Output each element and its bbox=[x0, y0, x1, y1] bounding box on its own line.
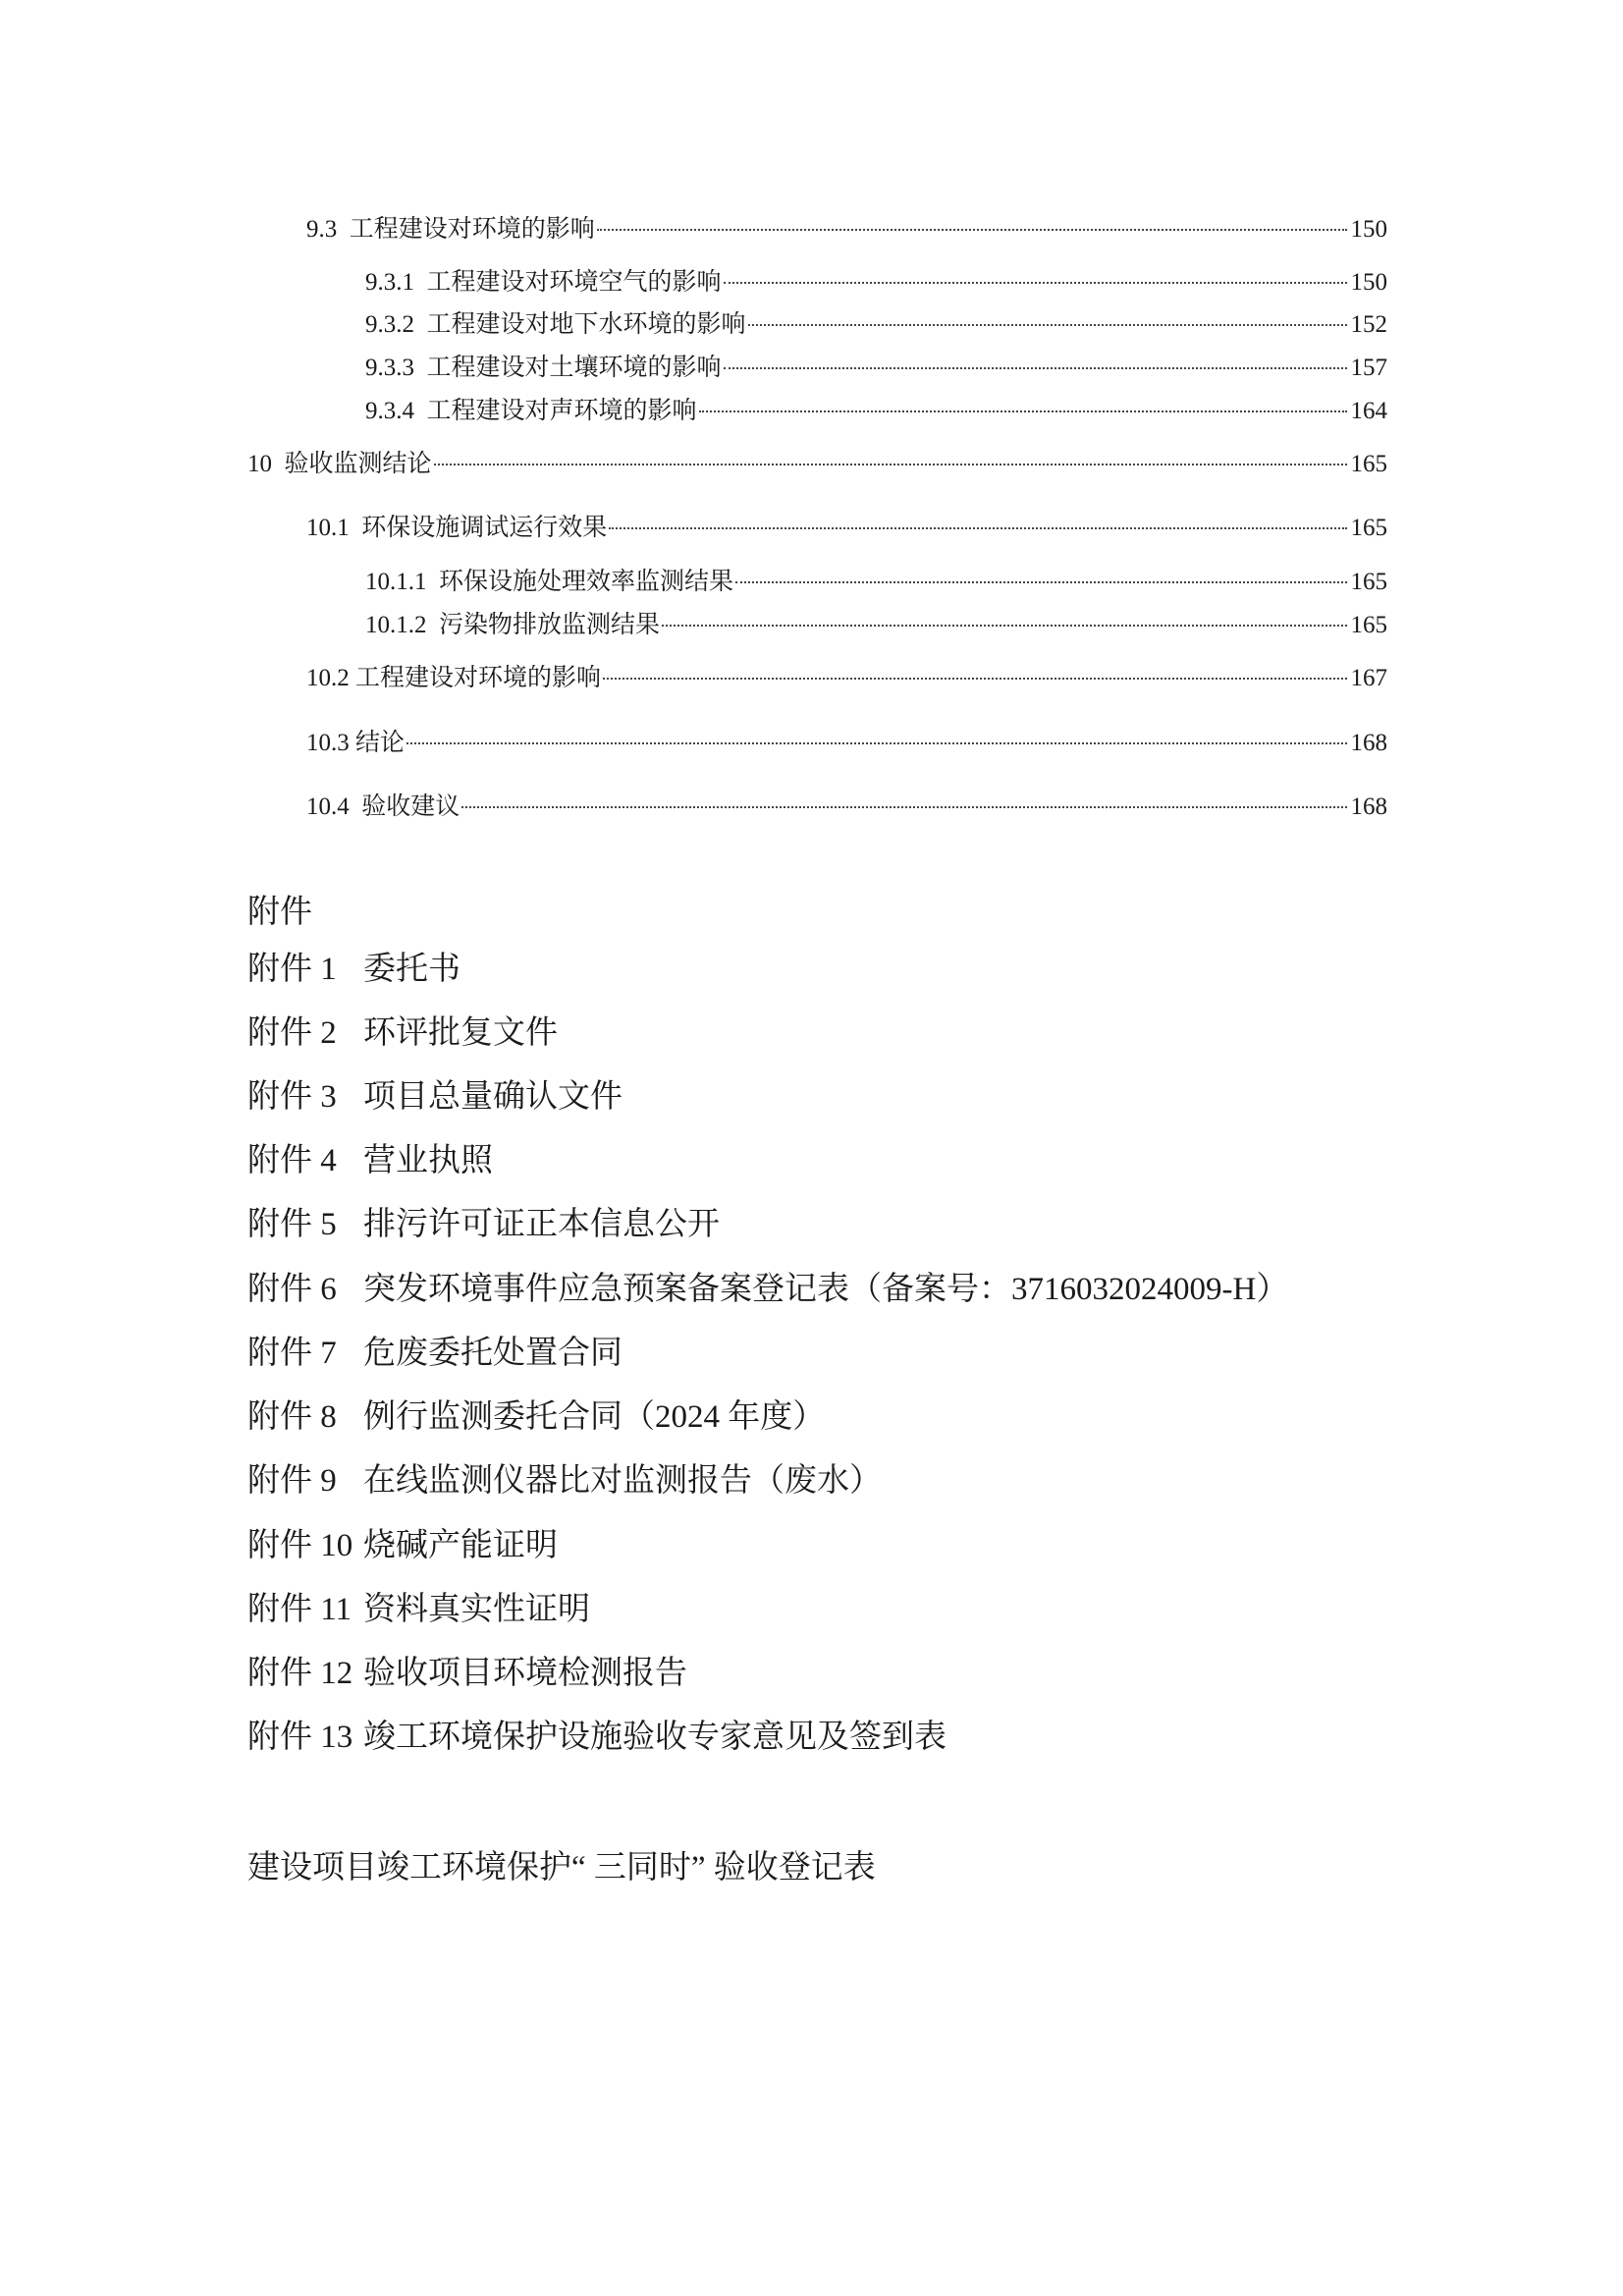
toc-entry-number: 10.2 bbox=[306, 665, 355, 691]
toc-entry-title: 验收监测结论 bbox=[284, 451, 432, 477]
attachment-label: 附件 9 bbox=[247, 1463, 337, 1499]
attachment-item bbox=[247, 1524, 558, 1567]
attachment-item bbox=[247, 1075, 622, 1119]
attachment-item bbox=[247, 1139, 493, 1182]
toc-dot-leader bbox=[461, 806, 1346, 808]
attachment-item bbox=[247, 1203, 720, 1246]
toc-entry[interactable] bbox=[365, 608, 1387, 643]
attachment-title: 委托书 bbox=[363, 952, 460, 987]
attachment-label: 附件 7 bbox=[247, 1336, 337, 1371]
attachment-title: 项目总量确认文件 bbox=[363, 1079, 622, 1115]
toc-entry-title: 验收建议 bbox=[361, 793, 460, 820]
attachment-label: 附件 1 bbox=[247, 952, 337, 987]
toc-entry-number: 9.3.4 bbox=[365, 398, 427, 424]
toc-entry[interactable] bbox=[306, 212, 1387, 247]
toc-entry-page: 165 bbox=[1350, 451, 1387, 477]
attachment-title: 在线监测仪器比对监测报告（废水） bbox=[363, 1463, 882, 1499]
attachment-item bbox=[247, 1588, 590, 1631]
toc-entry-title: 环保设施处理效率监测结果 bbox=[439, 569, 734, 595]
toc-entry-page: 165 bbox=[1350, 612, 1387, 638]
toc-entry[interactable] bbox=[365, 565, 1387, 600]
toc-entry-page: 167 bbox=[1350, 665, 1387, 691]
attachment-item bbox=[247, 1011, 558, 1055]
toc-dot-leader bbox=[748, 324, 1347, 326]
attachment-title: 营业执照 bbox=[363, 1143, 493, 1178]
toc-entry-number: 9.3.1 bbox=[365, 269, 427, 296]
attachment-label: 附件 5 bbox=[247, 1207, 337, 1242]
attachment-label: 附件 6 bbox=[247, 1272, 337, 1307]
toc-entry-number: 10.1.2 bbox=[365, 612, 439, 638]
toc-entry-number: 9.3 bbox=[306, 216, 350, 243]
toc-entry[interactable] bbox=[365, 307, 1387, 343]
attachment-item bbox=[247, 1395, 825, 1439]
toc-entry-number: 10.4 bbox=[306, 793, 362, 820]
toc-entry-title: 工程建设对环境的影响 bbox=[355, 665, 602, 691]
toc-entry-number: 9.3.3 bbox=[365, 355, 427, 381]
attachment-item bbox=[247, 1652, 687, 1695]
attachment-label: 附件 13 bbox=[247, 1720, 353, 1755]
toc-dot-leader bbox=[597, 229, 1347, 231]
attachment-label: 附件 8 bbox=[247, 1399, 337, 1435]
attachment-item bbox=[247, 1459, 882, 1503]
toc-entry-page: 150 bbox=[1350, 269, 1387, 296]
toc-entry-page: 152 bbox=[1350, 311, 1387, 338]
toc-dot-leader bbox=[609, 527, 1346, 529]
attachment-item bbox=[247, 948, 460, 991]
toc-entry-title: 结论 bbox=[355, 730, 406, 756]
toc-entry-title: 工程建设对声环境的影响 bbox=[426, 398, 697, 424]
attachment-label: 附件 12 bbox=[247, 1656, 353, 1691]
attachment-title: 竣工环境保护设施验收专家意见及签到表 bbox=[363, 1720, 947, 1755]
toc-entry[interactable] bbox=[365, 351, 1387, 386]
attachment-label: 附件 10 bbox=[247, 1528, 353, 1563]
toc-entry-page: 168 bbox=[1350, 793, 1387, 820]
toc-entry-title: 污染物排放监测结果 bbox=[439, 612, 661, 638]
attachment-label: 附件 4 bbox=[247, 1143, 337, 1178]
toc-entry-page: 165 bbox=[1350, 515, 1387, 541]
attachment-title: 环评批复文件 bbox=[363, 1015, 558, 1051]
toc-entry[interactable] bbox=[365, 394, 1387, 429]
toc-entry-number: 10.1.1 bbox=[365, 569, 439, 595]
attachment-label: 附件 2 bbox=[247, 1015, 337, 1051]
toc-entry-title: 工程建设对环境的影响 bbox=[349, 216, 595, 243]
registration-form-title: 建设项目竣工环境保护“ 三同时” 验收登记表 bbox=[247, 1850, 876, 1886]
toc-dot-leader bbox=[724, 367, 1347, 369]
attachment-title: 危废委托处置合同 bbox=[363, 1336, 622, 1371]
toc-dot-leader bbox=[406, 742, 1346, 744]
toc-entry-page: 165 bbox=[1350, 569, 1387, 595]
toc-entry-title: 工程建设对环境空气的影响 bbox=[426, 269, 722, 296]
toc-entry[interactable] bbox=[306, 726, 1387, 761]
attachment-label: 附件 11 bbox=[247, 1592, 352, 1627]
toc-entry-number: 10 bbox=[247, 451, 285, 477]
toc-dot-leader bbox=[434, 464, 1347, 465]
toc-entry-number: 9.3.2 bbox=[365, 311, 427, 338]
attachment-item bbox=[247, 1716, 947, 1759]
toc-entry-page: 164 bbox=[1350, 398, 1387, 424]
toc-entry-page: 168 bbox=[1350, 730, 1387, 756]
toc-entry-page: 157 bbox=[1350, 355, 1387, 381]
attachment-title: 例行监测委托合同（2024 年度） bbox=[363, 1399, 826, 1435]
toc-entry[interactable] bbox=[306, 661, 1387, 696]
toc-entry-page: 150 bbox=[1350, 216, 1387, 243]
toc-entry-title: 环保设施调试运行效果 bbox=[361, 515, 608, 541]
toc-dot-leader bbox=[662, 625, 1346, 627]
toc-entry-number: 10.3 bbox=[306, 730, 355, 756]
attachment-label: 附件 3 bbox=[247, 1079, 337, 1115]
toc-entry[interactable] bbox=[306, 790, 1387, 825]
toc-entry[interactable] bbox=[306, 511, 1387, 546]
toc-dot-leader bbox=[603, 678, 1346, 680]
toc-dot-leader bbox=[724, 282, 1347, 284]
attachments-heading: 附件 bbox=[247, 895, 312, 930]
toc-entry-title: 工程建设对地下水环境的影响 bbox=[426, 311, 746, 338]
attachment-item bbox=[247, 1332, 622, 1375]
attachment-title: 排污许可证正本信息公开 bbox=[363, 1207, 720, 1242]
toc-dot-leader bbox=[699, 410, 1347, 412]
toc-entry[interactable] bbox=[365, 265, 1387, 301]
attachment-title: 验收项目环境检测报告 bbox=[363, 1656, 687, 1691]
toc-entry[interactable] bbox=[247, 447, 1387, 482]
attachment-title: 资料真实性证明 bbox=[363, 1592, 590, 1627]
toc-dot-leader bbox=[735, 581, 1346, 583]
attachment-title: 烧碱产能证明 bbox=[363, 1528, 558, 1563]
attachment-item bbox=[247, 1268, 1288, 1311]
attachment-title: 突发环境事件应急预案备案登记表（备案号：3716032024009-H） bbox=[363, 1272, 1289, 1307]
toc-entry-title: 工程建设对土壤环境的影响 bbox=[426, 355, 722, 381]
toc-entry-number: 10.1 bbox=[306, 515, 362, 541]
